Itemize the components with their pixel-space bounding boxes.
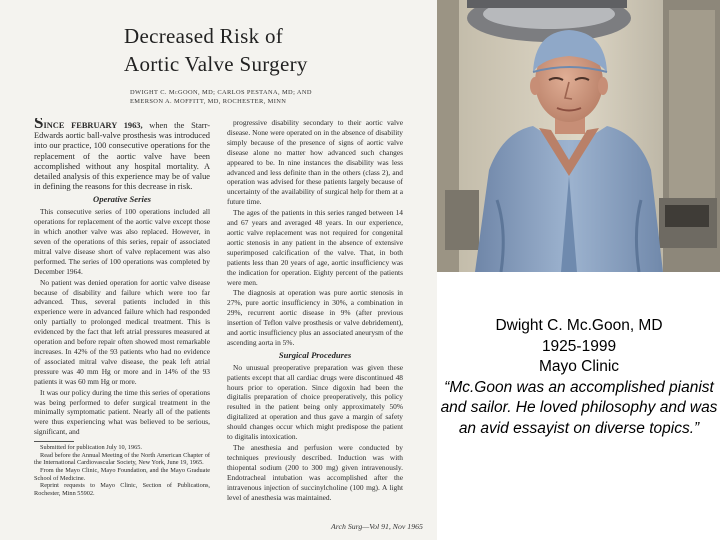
authors-line1: DWIGHT C. McGOON, MD; CARLOS PESTANA, MD; AND [130,89,312,96]
body-paragraph: It was our policy during the time this series of operations was being performed to defer surgical treatment in the minimally symptomatic patient. Nearly all of the patients were thus experiencing what was believed to be serious, significant, and [34,387,210,437]
footnote: From the Mayo Clinic, Mayo Foundation, and the Mayo Graduate School of Medicine. [34,466,210,482]
portrait-caption [440,316,718,440]
drop-cap: S [34,118,44,132]
intro-paragraph [34,118,210,192]
caption-years: 1925-1999 [541,337,617,355]
body-paragraph: No unusual preoperative preparation was given these patients except that all cardiac drugs were discontinued 48 hours prior to operation. Since digoxin had been the digitalis preparation of choice preoperatively, this policy resulted in the patient being only approximately 50% digitalized at operation and thus gave a margin of safety should changes occur which might predispose the patient to digitalis intoxication. [227,362,403,442]
caption-name: Dwight C. Mc.Goon, MD [495,317,663,334]
footnote-divider [34,441,74,442]
article-authors [130,88,340,106]
article-column-left [34,118,210,530]
body-paragraph: The anesthesia and perfusion were conducted by techniques previously described. Induction was with thiopental sodium (200 to 300 mg) given intravenously. Endotracheal intubation was accomplished after the intravenous injection of succinylcholine (100 mg). A light level of anesthesia was maintained. [227,443,403,502]
heading-surgical-procedures: Surgical Procedures [278,349,352,360]
body-paragraph: No patient was denied operation for aortic valve disease because of disability and failure which were too far advanced. Thus, several patients included in this experience were in advanced failure which had responded only partially to prolonged medical treatment. This is evidenced by the fact that left atrial pressures measured at operation and before repair often showed most remarkable increases. In 42% of the 93 patients who had no evidence of associated mitral valve disease, the peak left atrial pressure was 40 mm Hg or more and in 14% of the 93 patients it was 60 mm Hg or more. [34,277,210,386]
authors-line2: EMERSON A. MOFFITT, MD, ROCHESTER, MINN [130,98,287,105]
portrait-illustration [437,0,720,272]
heading-operative-series: Operative Series [93,194,151,205]
body-paragraph: The diagnosis at operation was pure aortic stenosis in 27%, pure aortic insufficiency in 30%, a combination in 29%, recurrent aortic disease in 9% (after previous insertion of Teflon valve prosthesis or valve debridement), and aortic insufficiency plus an associated aneurysm of the ascending aorta in 5%. [227,288,403,347]
article-title-line2: Aortic Valve Surgery [124,52,308,76]
caption-institution: Mayo Clinic [538,358,620,376]
footnote: Reprint requests to Mayo Clinic, Section of Publications, Rochester, Minn 55902. [34,482,210,497]
footnote: Submitted for publication July 10, 1965. [40,444,142,452]
article-column-right [227,118,403,523]
body-paragraph: The ages of the patients in this series ranged between 14 and 67 years and averaged 48 years. In our experience, aortic valve replacement was not required for congenital aortic stenosis in any patient in the absence of extensive superimposed calcification of the valve. That, in both patients less than 20 years of age, aortic insufficiency was the indication for operation. Eighty percent of the patients were men. [227,208,403,287]
surgeon-portrait-photo [437,0,720,272]
article-title-line1: Decreased Risk of [124,24,284,48]
intro-lead: INCE FEBRUARY 1963, [43,121,143,130]
footnote: Read before the Annual Meeting of the North American Chapter of the International Cardiovascular Society, New York, June 19, 1965. [34,451,210,467]
body-paragraph: progressive disability secondary to their aortic valve disease. None were operated on in the absence of disability simply because of the presence of signs of aortic valve disease alone no matter how advanced such changes appeared to be. In nine instances the disability was less advanced and less definite than in the others (class 2), and operation was advised for these patients largely because of uncertainty of the availability of surgical help for them at a future time. [227,118,403,207]
caption-quote: “Mc.Goon was an accomplished pianist and sailor. He loved philosophy and was an avid essayist on diverse topics.” [440,378,718,437]
intro-text: when the Starr-Edwards aortic ball-valve prosthesis was introduced into our practice, 100 consecutive operations for the replacement of the aortic valve have been accomplished without any hospital mortality. A detailed analysis of this experience may be of value in defining the reasons for this decrease in risk. [34,121,210,192]
body-paragraph: This consecutive series of 100 operations included all operations for replacement of the aortic valve except those in which another valve was also replaced. However, in seven of the operations of this series, repair of associated mitral valve disease short of valve replacement was also performed. The series of 100 operations was completed by December 1964. [34,207,210,276]
journal-reference: Arch Surg—Vol 91, Nov 1965 [331,522,423,531]
